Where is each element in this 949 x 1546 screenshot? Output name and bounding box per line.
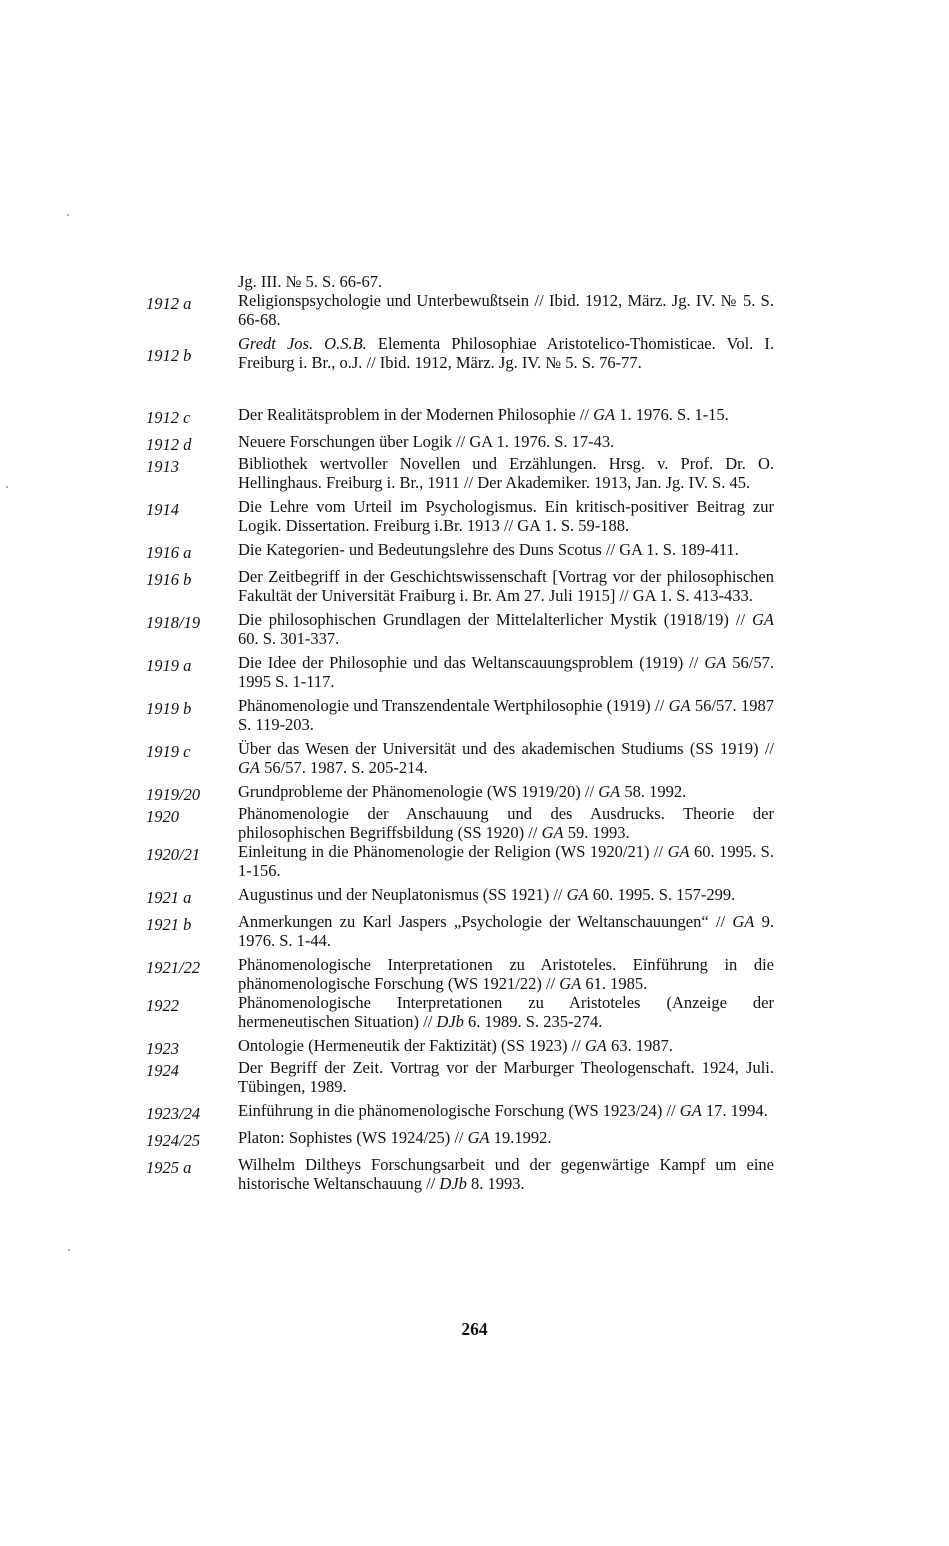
bibliography-entry: [146, 782, 786, 804]
page-number: 264: [461, 1319, 488, 1339]
entry-year: 1919 c: [146, 742, 191, 761]
bibliography-entry: [146, 912, 786, 950]
scan-speck: [6, 486, 8, 488]
bibliography-entry: [146, 432, 786, 454]
bibliography-entry: [146, 454, 786, 492]
entry-text: Bibliothek wertvoller Novellen und Erzählungen. Hrsg. v. Prof. Dr. O. Hellinghaus. Freiburg i. Br., 1911 // Der Akademiker. 1913, Jan. Jg. IV. S. 45.: [238, 454, 774, 492]
entry-year: 1920/21: [146, 845, 201, 864]
entry-text: Phänomenologie der Anschauung und des Ausdrucks. Theorie der philosophischen Begriffsbildung (SS 1920) // GA 59. 1993.: [238, 804, 774, 842]
entry-text: Grundprobleme der Phänomenologie (WS 1919/20) // GA 58. 1992.: [238, 782, 687, 801]
bibliography-entry: [146, 804, 786, 842]
bibliography-entry: [146, 405, 786, 427]
bibliography-entry: [146, 497, 786, 535]
bibliography-entry: [146, 739, 786, 777]
entry-text: Anmerkungen zu Karl Jaspers „Psychologie der Weltanschauungen“ // GA 9. 1976. S. 1-44.: [238, 912, 774, 950]
entry-year: 1918/19: [146, 613, 201, 632]
entry-text: Phänomenologie und Transzendentale Wertphilosophie (1919) // GA 56/57. 1987 S. 119-203.: [238, 696, 774, 734]
entry-year: 1916 a: [146, 543, 192, 562]
entry-text: Über das Wesen der Universität und des akademischen Studiums (SS 1919) // GA 56/57. 1987. S. 205-214.: [238, 739, 774, 777]
entry-year: 1916 b: [146, 570, 192, 589]
entry-text: Wilhelm Diltheys Forschungsarbeit und der gegenwärtige Kampf um eine historische Weltanschauung // DJb 8. 1993.: [238, 1155, 774, 1193]
entry-text: Phänomenologische Interpretationen zu Aristoteles (Anzeige der hermeneutischen Situation) // DJb 6. 1989. S. 235-274.: [238, 993, 774, 1031]
entry-text: Neuere Forschungen über Logik // GA 1. 1976. S. 17-43.: [238, 432, 615, 451]
bibliography-entry: [146, 291, 786, 329]
bibliography-entry: [146, 1155, 786, 1193]
bibliography-entry: [146, 540, 786, 562]
entry-text: Gredt Jos. O.S.B. Elementa Philosophiae Aristotelico-Thomisticae. Vol. I. Freiburg i. Br., o.J. // Ibid. 1912, März. Jg. IV. № 5. S. 76-77.: [238, 334, 774, 372]
bibliography-entry: [146, 1101, 786, 1123]
bibliography-entry: [146, 653, 786, 691]
entry-text: Religionspsychologie und Unterbewußtsein // Ibid. 1912, März. Jg. IV. № 5. S. 66-68.: [238, 291, 774, 329]
entry-text: Die Kategorien- und Bedeutungslehre des Duns Scotus // GA 1. S. 189-411.: [238, 540, 739, 559]
entry-text: Platon: Sophistes (WS 1924/25) // GA 19.1992.: [238, 1128, 552, 1147]
bibliography-entry: [146, 955, 786, 993]
bibliography-entry: [146, 334, 786, 372]
entry-year: [146, 272, 238, 275]
entry-year: 1912 a: [146, 294, 192, 313]
entry-year: 1922: [146, 996, 179, 1015]
entry-year: 1921 a: [146, 888, 192, 907]
bibliography-entry: [146, 885, 786, 907]
bibliography-entry: [146, 1128, 786, 1150]
entry-text: Ontologie (Hermeneutik der Faktizität) (SS 1923) // GA 63. 1987.: [238, 1036, 673, 1055]
entry-year: 1912 d: [146, 435, 192, 454]
entry-year: 1919/20: [146, 785, 201, 804]
entry-year: 1923/24: [146, 1104, 201, 1123]
entry-text: Der Zeitbegriff in der Geschichtswissenschaft [Vortrag vor der philosophischen Fakultät der Universität Fraiburg i. Br. Am 27. Juli 1915] // GA 1. S. 413-433.: [238, 567, 774, 605]
entry-year: 1913: [146, 457, 179, 476]
bibliography-entry: [146, 696, 786, 734]
bibliography-entry: [146, 1058, 786, 1096]
entry-year: 1921/22: [146, 958, 201, 977]
entry-text: Einführung in die phänomenologische Forschung (WS 1923/24) // GA 17. 1994.: [238, 1101, 768, 1120]
entry-year: 1924: [146, 1061, 179, 1080]
entry-year: 1920: [146, 807, 179, 826]
entry-text: Der Begriff der Zeit. Vortrag vor der Marburger Theologenschaft. 1924, Juli. Tübingen, 1989.: [238, 1058, 774, 1096]
bibliography-entry: [146, 567, 786, 605]
entry-text: Jg. III. № 5. S. 66-67.: [238, 272, 383, 291]
entry-year: 1919 a: [146, 656, 192, 675]
entry-text: Die philosophischen Grundlagen der Mittelalterlicher Mystik (1918/19) // GA 60. S. 301-337.: [238, 610, 774, 648]
bibliography-list: [146, 272, 786, 1193]
entry-text: Die Lehre vom Urteil im Psychologismus. Ein kritisch-positiver Beitrag zur Logik. Dissertation. Freiburg i.Br. 1913 // GA 1. S. 59-188.: [238, 497, 774, 535]
entry-year: 1925 a: [146, 1158, 192, 1177]
bibliography-entry: [146, 842, 786, 880]
entry-year: 1919 b: [146, 699, 192, 718]
entry-year: 1923: [146, 1039, 179, 1058]
entry-year: 1914: [146, 500, 179, 519]
scan-speck: [67, 214, 69, 216]
entry-year: 1912 c: [146, 408, 191, 427]
entry-year: 1921 b: [146, 915, 192, 934]
entry-text: Phänomenologische Interpretationen zu Aristoteles. Einführung in die phänomenologische Forschung (WS 1921/22) // GA 61. 1985.: [238, 955, 774, 993]
entry-text: Einleitung in die Phänomenologie der Religion (WS 1920/21) // GA 60. 1995. S. 1-156.: [238, 842, 774, 880]
bibliography-entry: [146, 610, 786, 648]
entry-author: Gredt Jos. O.S.B.: [238, 334, 367, 353]
entry-text: Der Realitätsproblem in der Modernen Philosophie // GA 1. 1976. S. 1-15.: [238, 405, 729, 424]
bibliography-entry: [146, 1036, 786, 1058]
entry-text: Augustinus und der Neuplatonismus (SS 1921) // GA 60. 1995. S. 157-299.: [238, 885, 736, 904]
entry-year: 1924/25: [146, 1131, 201, 1150]
bibliography-entry: [146, 272, 786, 291]
bibliography-entry: [146, 993, 786, 1031]
scan-speck: [68, 1249, 70, 1251]
entry-text: Die Idee der Philosophie und das Weltanscauungsproblem (1919) // GA 56/57. 1995 S. 1-117.: [238, 653, 774, 691]
entry-year: 1912 b: [146, 346, 192, 365]
